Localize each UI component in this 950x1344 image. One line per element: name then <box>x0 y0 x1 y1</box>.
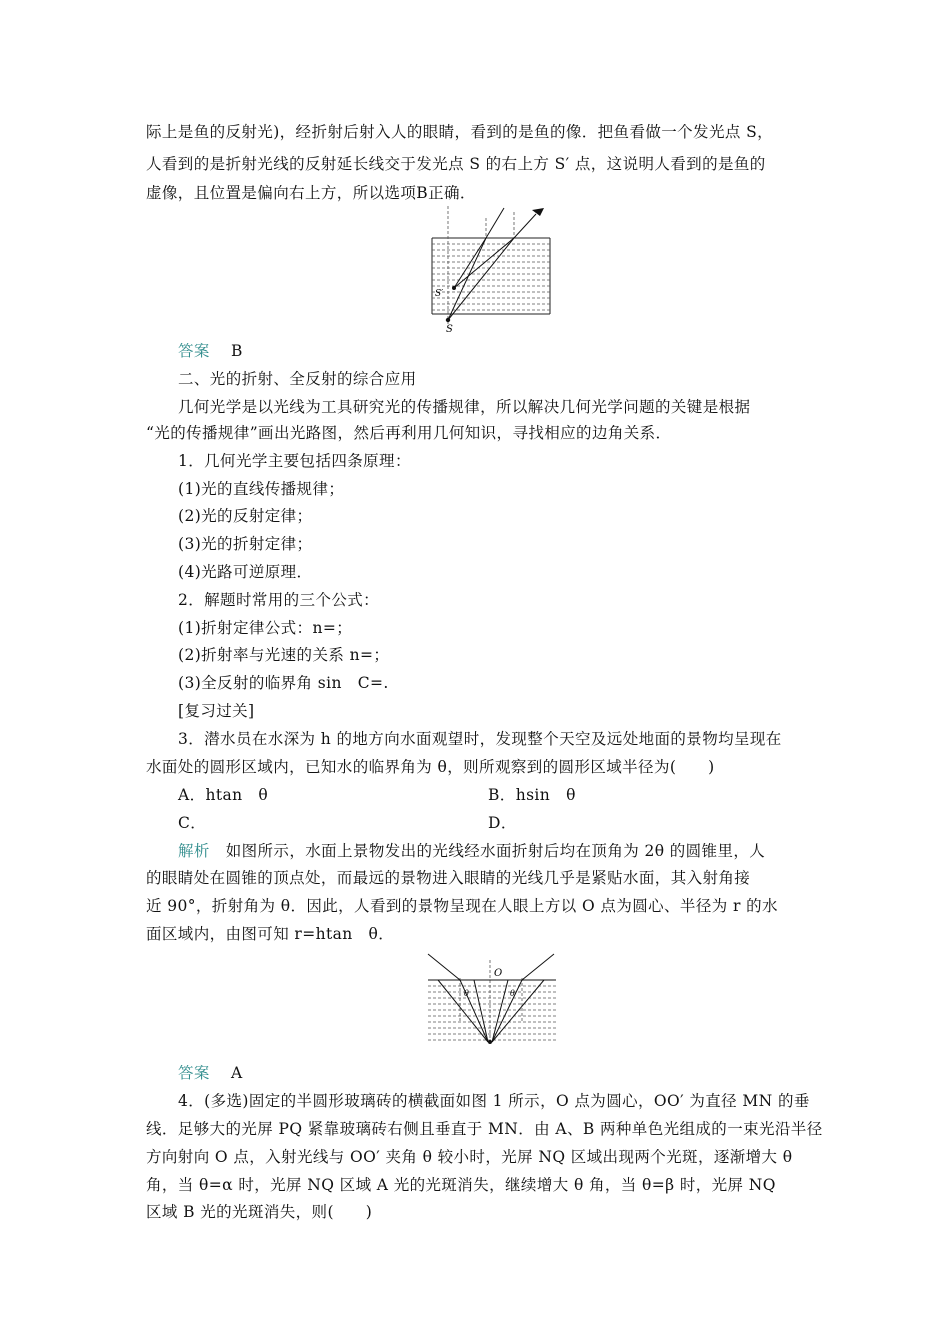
refraction-figure-2 <box>424 950 560 1054</box>
question-4-line: 区域 B 光的光斑消失，则( ) <box>146 1203 373 1221</box>
list-item: (2)光的反射定律； <box>178 507 313 525</box>
list-item: (1)光的直线传播规律； <box>178 480 345 498</box>
list-title: 2．解题时常用的三个公式： <box>178 591 380 609</box>
option-d: D． <box>488 814 517 832</box>
answer-value: A <box>231 1064 243 1082</box>
refraction-figure-1 <box>420 204 560 338</box>
question-4-line: 线．足够大的光屏 PQ 紧靠玻璃砖右侧且垂直于 MN．由 A、B 两种单色光组成的一束光沿半径 <box>146 1120 823 1138</box>
analysis-line: 近 90°，折射角为 θ．因此，人看到的景物呈现在人眼上方以 O 点为圆心、半径为 r 的水 <box>146 897 778 915</box>
list-item: (3)全反射的临界角 sin C=. <box>178 674 389 692</box>
question-3-line: 水面处的圆形区域内，已知水的临界角为 θ，则所观察到的圆形区域半径为( ) <box>146 758 715 776</box>
option-b: B．hsin θ <box>488 786 576 804</box>
text-line: 虚像，且位置是偏向右上方，所以选项B正确． <box>146 184 476 202</box>
option-a: A．htan θ <box>178 786 269 804</box>
analysis-line: 的眼睛处在圆锥的顶点处，而最远的景物进入眼睛的光线几乎是紧贴水面，其入射角接 <box>146 869 751 887</box>
section-title: 二、光的折射、全反射的综合应用 <box>178 370 417 388</box>
text-line: 际上是鱼的反射光)，经折射后射入人的眼睛，看到的是鱼的像．把鱼看做一个发光点 S， <box>146 123 773 141</box>
review-heading: [复习过关] <box>178 702 255 720</box>
list-item: (3)光的折射定律； <box>178 535 313 553</box>
question-4-line: 角，当 θ=α 时，光屏 NQ 区域 A 光的光斑消失，继续增大 θ 角，当 θ=β 时，光屏 NQ <box>146 1176 776 1194</box>
analysis-text: 如图所示，水面上景物发出的光线经水面折射后均在顶角为 2θ 的圆锥里，人 <box>209 842 766 860</box>
answer-2 <box>178 1063 848 1083</box>
label-o: O <box>494 968 503 979</box>
option-c: C． <box>178 814 207 832</box>
label-theta: θ <box>510 989 515 998</box>
text-line: 人看到的是折射光线的反射延长线交于发光点 S 的右上方 S′ 点，这说明人看到的是鱼的 <box>146 155 766 173</box>
answer-value: B <box>231 342 243 360</box>
analysis-label: 解析 <box>178 842 210 860</box>
list-item: (2)折射率与光速的关系 n=； <box>178 646 390 664</box>
list-item: (4)光路可逆原理． <box>178 563 313 581</box>
answer-1 <box>178 341 848 361</box>
question-3-line: 3．潜水员在水深为 h 的地方向水面观望时，发现整个天空及远处地面的景物均呈现在 <box>178 730 782 748</box>
analysis-line: 面区域内，由图可知 r=htan θ． <box>146 925 395 943</box>
question-4-line: 方向射向 O 点，入射光线与 OO′ 夹角 θ 较小时，光屏 NQ 区域出现两个光斑，逐渐增大 θ <box>146 1148 793 1166</box>
list-item: (1)折射定律公式：n=； <box>178 619 353 637</box>
question-4-line: 4．(多选)固定的半圆形玻璃砖的横截面如图 1 所示，O 点为圆心，OO′ 为直径 MN 的垂 <box>178 1092 810 1110</box>
list-title: 1．几何光学主要包括四条原理： <box>178 452 411 470</box>
analysis-line <box>178 841 848 861</box>
label-theta: θ <box>464 989 469 998</box>
answer-label: 答案 <box>178 342 210 360</box>
label-s-prime: S′ <box>435 289 444 299</box>
text-line: 几何光学是以光线为工具研究光的传播规律，所以解决几何光学问题的关键是根据 <box>178 398 751 416</box>
text-line: “光的传播规律”画出光路图，然后再利用几何知识，寻找相应的边角关系． <box>146 424 672 442</box>
label-s: S <box>446 324 453 334</box>
answer-label: 答案 <box>178 1064 210 1082</box>
